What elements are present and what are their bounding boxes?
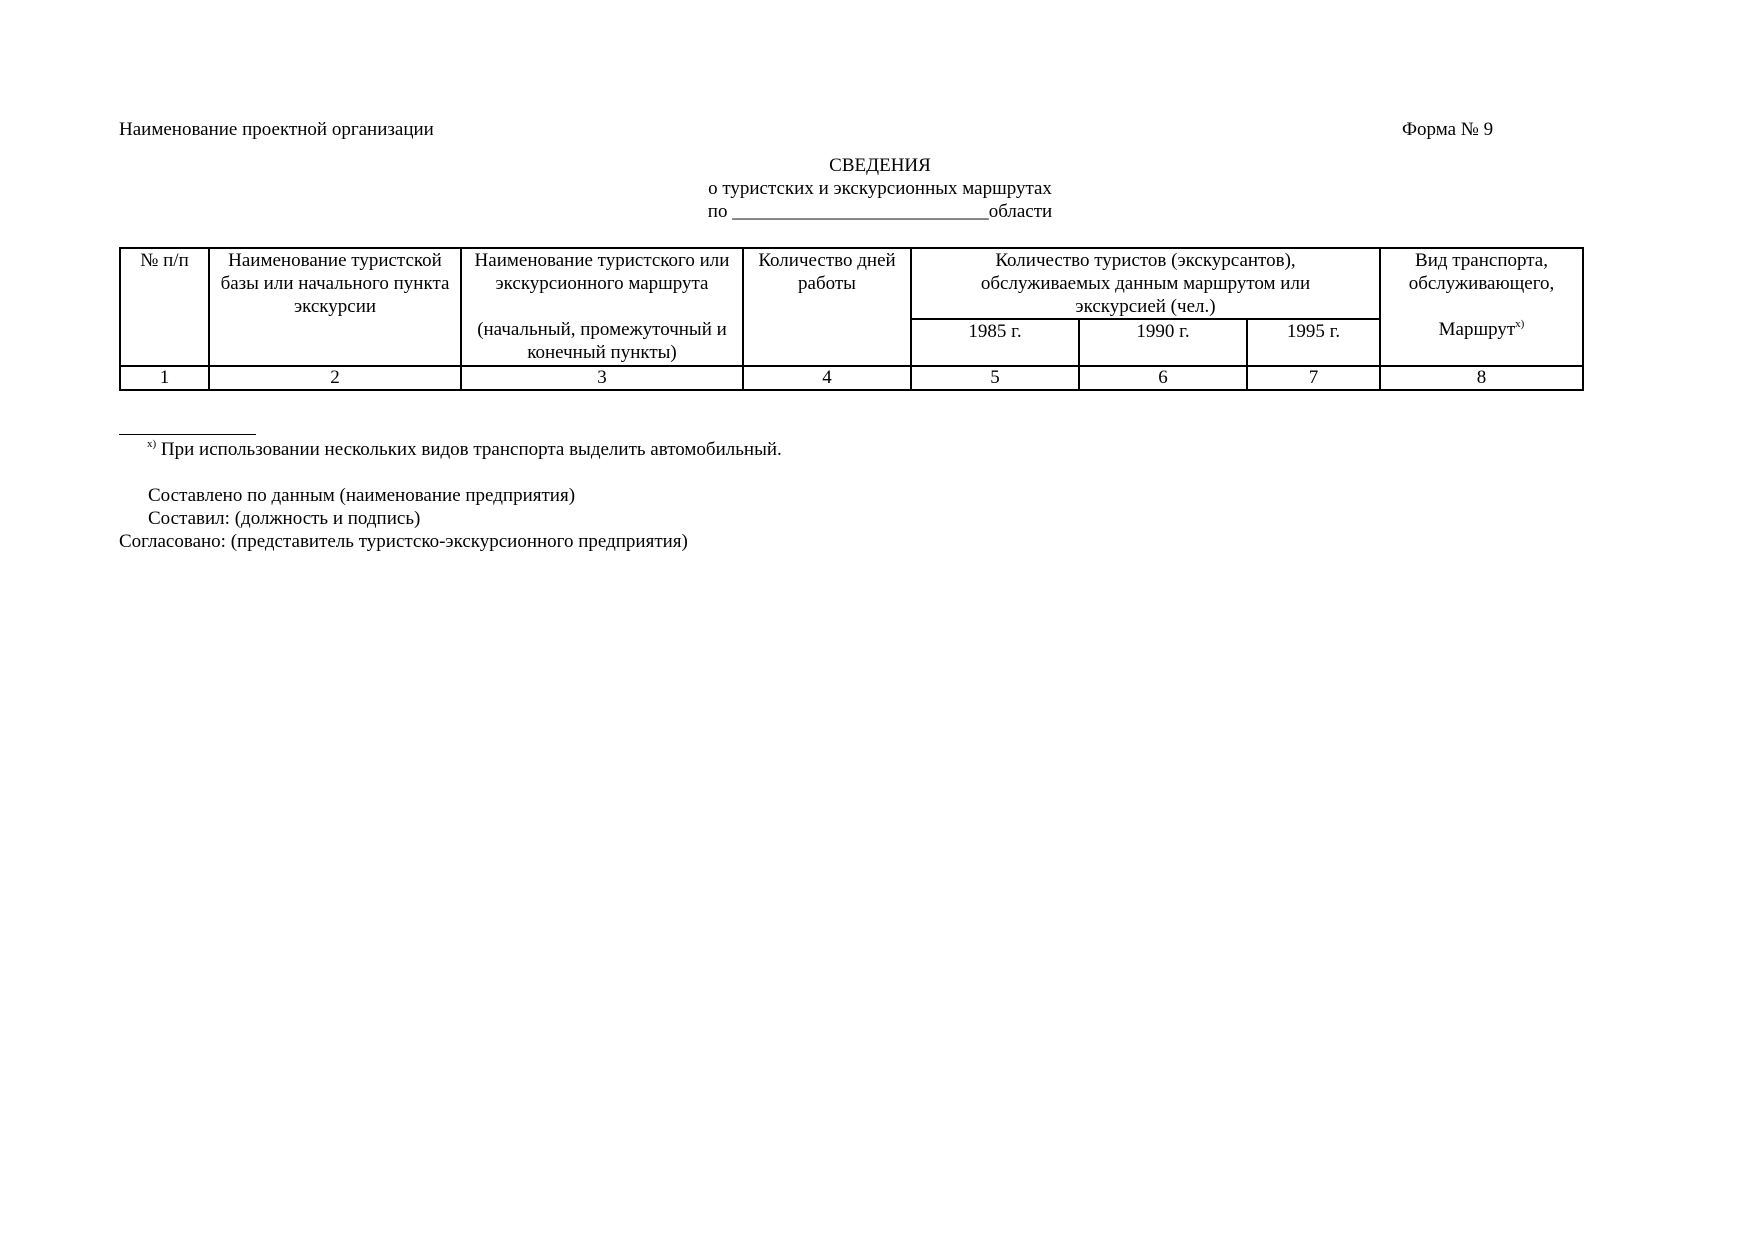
- column-number: 8: [1380, 366, 1583, 390]
- header-row-number: № п/п: [120, 248, 209, 366]
- document-title: СВЕДЕНИЯ: [829, 155, 931, 176]
- column-number: 1: [120, 366, 209, 390]
- column-number: 4: [743, 366, 911, 390]
- footnote-mark: х): [147, 438, 157, 450]
- header-transport-route-label: Маршрут: [1438, 319, 1516, 340]
- column-number: 5: [911, 366, 1079, 390]
- header-year-1990: 1990 г.: [1079, 319, 1247, 366]
- form-number: Форма № 9: [1402, 119, 1494, 140]
- header-transport-type: [1380, 248, 1583, 366]
- compiled-from-line: Составлено по данным (наименование предприятия): [148, 485, 576, 506]
- header-tourist-base-top: Наименование туристской базы или начального пункта: [220, 250, 450, 294]
- header-work-days: Количество дней работы: [743, 248, 911, 366]
- footnote: [147, 438, 782, 461]
- header-transport-type-bottom: [1383, 318, 1580, 341]
- compiled-by-line: Составил: (должность и подпись): [148, 508, 421, 529]
- header-transport-footnote-mark: х): [1515, 318, 1525, 330]
- table-column-numbers-row: [120, 366, 1583, 390]
- header-tourist-base-bottom: экскурсии: [293, 296, 377, 317]
- region-fill-line: по ___________________________области: [707, 201, 1053, 222]
- header-tourist-count-group: Количество туристов (экскурсантов), обслуживаемых данным маршрутом или экскурсией (чел.): [911, 248, 1380, 319]
- header-year-1985: 1985 г.: [911, 319, 1079, 366]
- header-tourist-base: [209, 248, 461, 366]
- footnote-text: При использовании нескольких видов транспорта выделить автомобильный.: [156, 439, 782, 460]
- column-number: 3: [461, 366, 743, 390]
- column-number: 6: [1079, 366, 1247, 390]
- column-number: 2: [209, 366, 461, 390]
- routes-table: [119, 247, 1584, 391]
- column-number: 7: [1247, 366, 1380, 390]
- footnote-separator: [119, 434, 256, 435]
- document-subtitle: о туристских и экскурсионных маршрутах: [708, 178, 1052, 199]
- header-route-name: [461, 248, 743, 366]
- table-header-row-top: [120, 248, 1583, 319]
- header-route-name-top: Наименование туристского или экскурсионного маршрута: [474, 250, 730, 294]
- agreed-line: Согласовано: (представитель туристско-экскурсионного предприятия): [119, 531, 688, 552]
- organization-name-label: Наименование проектной организации: [119, 119, 434, 140]
- header-year-1995: 1995 г.: [1247, 319, 1380, 366]
- header-transport-type-top: Вид транспорта, обслуживающего,: [1408, 250, 1555, 294]
- header-route-name-bottom: (начальный, промежуточный и конечный пункты): [477, 319, 727, 363]
